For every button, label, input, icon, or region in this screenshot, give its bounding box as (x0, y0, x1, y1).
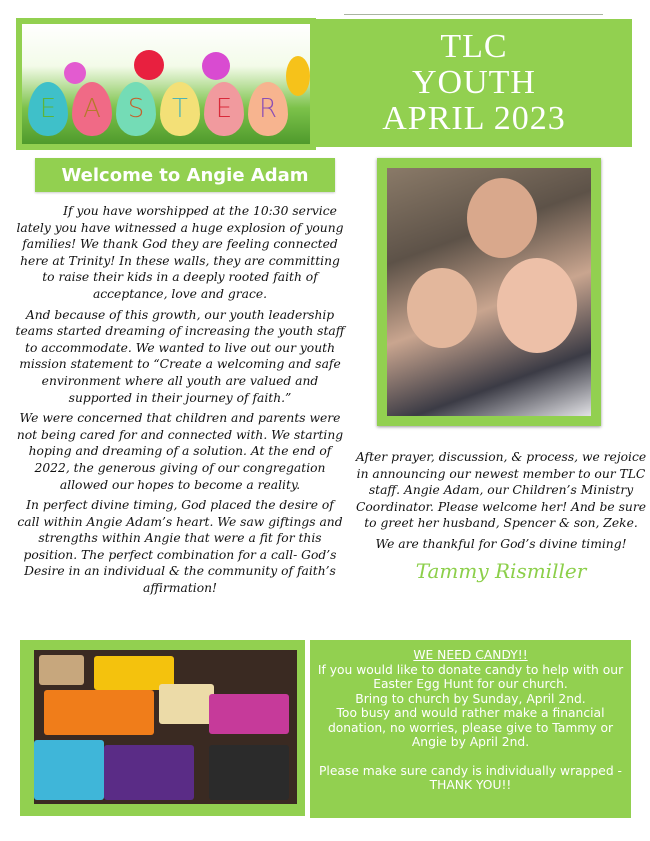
candy-footer: Please make sure candy is individually wrapped - THANK YOU!! (318, 763, 622, 792)
candy-image-frame (20, 640, 305, 816)
egg: A (72, 82, 112, 136)
family-photo-frame (377, 158, 601, 426)
family-photo (387, 168, 591, 416)
person (497, 258, 577, 353)
person (407, 268, 477, 348)
flower-icon (286, 56, 310, 96)
paragraph: After prayer, discussion, & process, we rejoice in announcing our newest member to our TLC staff. Angie Adam, our Children’s Ministry Coordinator. Please welcome her! And be sure to greet her husband, Spencer & son, Zeke. (355, 450, 647, 531)
flower-icon (64, 62, 86, 84)
title-line: TLC (440, 28, 508, 65)
title-line: YOUTH (412, 64, 536, 101)
easter-image-frame (16, 18, 316, 150)
candy-pack (209, 745, 289, 800)
candy-request (310, 640, 631, 818)
candy-line: Too busy and would rather make a financial donation, no worries, please give to Tammy or Angie by April 2nd. (327, 706, 614, 749)
flower-icon (202, 52, 230, 80)
candy-pack (159, 684, 214, 724)
flower-icon (134, 50, 164, 80)
signature: Tammy Rismiller (415, 558, 587, 583)
newsletter-title (316, 19, 632, 147)
egg: S (116, 82, 156, 136)
welcome-article (14, 203, 346, 601)
egg: E (204, 82, 244, 136)
candy-pack (104, 745, 194, 800)
paragraph: If you have worshipped at the 10:30 service lately you have witnessed a huge explosion of young families! We thank God they are feeling connected here at Trinity! In these walls, they are committing to raise their kids in a deeply rooted faith of acceptance, love and grace. (16, 204, 344, 301)
top-divider (344, 14, 603, 15)
candy-pack (39, 655, 84, 685)
candy-line: Bring to church by Sunday, April 2nd. (355, 691, 586, 706)
paragraph: In perfect divine timing, God placed the desire of call within Angie Adam’s heart. We saw giftings and strengths within Angie that were a fit for this position. The perfect combination for a call- God’s Desire in an individual & the community of faith’s affirmation! (17, 498, 343, 596)
candy-pack (209, 694, 289, 734)
candy-image (34, 650, 297, 804)
candy-line: If you would like to donate candy to help with our Easter Egg Hunt for our church. (317, 662, 624, 691)
easter-eggs-image (22, 24, 310, 144)
paragraph: We were concerned that children and parents were not being cared for and connected with. We starting hoping and dreaming of a solution. At the end of 2022, the generous giving of our congregation allowed our hopes to become a reality. (16, 411, 344, 492)
announcement (354, 449, 648, 583)
candy-pack (34, 740, 104, 800)
welcome-heading: Welcome to Angie Adam (35, 158, 335, 192)
paragraph: And because of this growth, our youth leadership teams started dreaming of increasing the youth staff to accommodate. We wanted to live out our youth mission statement to “Create a welcoming and safe environment where all youth are valued and supported in their journey of faith.” (15, 307, 345, 405)
person (467, 178, 537, 258)
title-line: APRIL 2023 (382, 100, 566, 137)
egg: E (28, 82, 68, 136)
candy-pack (44, 690, 154, 735)
paragraph: We are thankful for God’s divine timing! (375, 536, 627, 551)
egg: R (248, 82, 288, 136)
egg: T (160, 82, 200, 136)
candy-heading: WE NEED CANDY!! (413, 648, 528, 662)
